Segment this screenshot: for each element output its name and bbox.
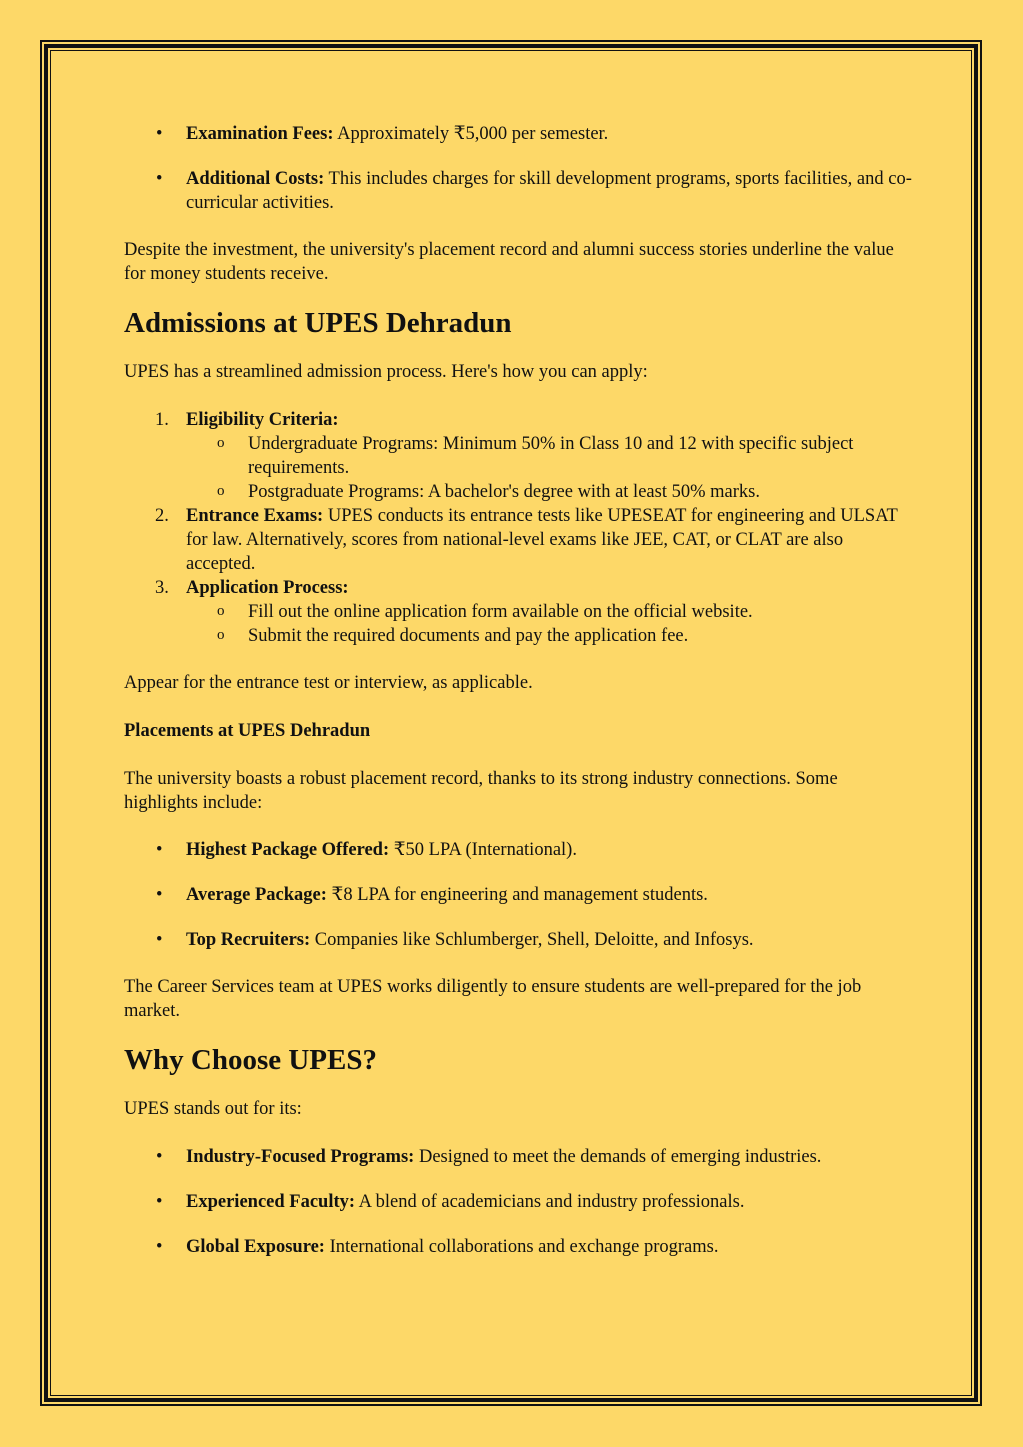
list-item: • Global Exposure: International collaborations and exchange programs. [124, 1235, 914, 1259]
admission-steps [124, 408, 914, 648]
list-item: • Top Recruiters: Companies like Schlumberger, Shell, Deloitte, and Infosys. [124, 928, 914, 952]
application-sublist [186, 600, 914, 648]
sub-item: o Fill out the online application form available on the official website. [186, 600, 914, 624]
sub-item: o Postgraduate Programs: A bachelor's degree with at least 50% marks. [186, 480, 914, 504]
admissions-closing: Appear for the entrance test or interview, as applicable. [124, 673, 533, 693]
why-list [124, 1145, 914, 1259]
placements-intro: The university boasts a robust placement record, thanks to its strong industry connections. Some highlights include: [124, 769, 838, 813]
list-item: • Industry-Focused Programs: Designed to meet the demands of emerging industries. [124, 1145, 914, 1169]
list-item: • Experienced Faculty: A blend of academicians and industry professionals. [124, 1190, 914, 1214]
list-item: • Examination Fees: Approximately ₹5,000 per semester. [124, 122, 914, 146]
sub-item: o Submit the required documents and pay the application fee. [186, 624, 914, 648]
why-intro: UPES stands out for its: [124, 1099, 302, 1119]
list-item: • Highest Package Offered: ₹50 LPA (International). [124, 838, 914, 862]
admissions-intro: UPES has a streamlined admission process. Here's how you can apply: [124, 362, 648, 382]
investment-paragraph: Despite the investment, the university's placement record and alumni success stories underline the value for money students receive. [124, 240, 894, 284]
admission-step: 1. Eligibility Criteria: o Undergraduate Programs: Minimum 50% in Class 10 and 12 with specific subject requirements. o Postgraduate Programs: A bachelor's degree with at least 50% marks. [124, 408, 914, 504]
placements-closing: The Career Services team at UPES works diligently to ensure students are well-prepared for the job market. [124, 977, 862, 1021]
eligibility-sublist [186, 432, 914, 504]
placement-highlights [124, 838, 914, 952]
admission-step: 3. Application Process: o Fill out the online application form available on the official website. o Submit the required documents and pay the application fee. [124, 576, 914, 648]
admission-step: 2. Entrance Exams: UPES conducts its entrance tests like UPESEAT for engineering and ULSAT for law. Alternatively, scores from national-level exams like JEE, CAT, or CLAT are also accepted. [155, 506, 898, 574]
list-item: • Average Package: ₹8 LPA for engineering and management students. [124, 883, 914, 907]
placements-heading: Placements at UPES Dehradun [124, 721, 371, 741]
sub-item: o Undergraduate Programs: Minimum 50% in Class 10 and 12 with specific subject requirements. [186, 432, 914, 480]
admissions-heading: Admissions at UPES Dehradun [124, 307, 512, 339]
document-body [124, 122, 914, 1259]
fees-list [124, 122, 914, 215]
why-heading: Why Choose UPES? [124, 1044, 377, 1076]
list-item: • Additional Costs: This includes charges for skill development programs, sports facilities, and co-curricular activities. [124, 167, 914, 215]
